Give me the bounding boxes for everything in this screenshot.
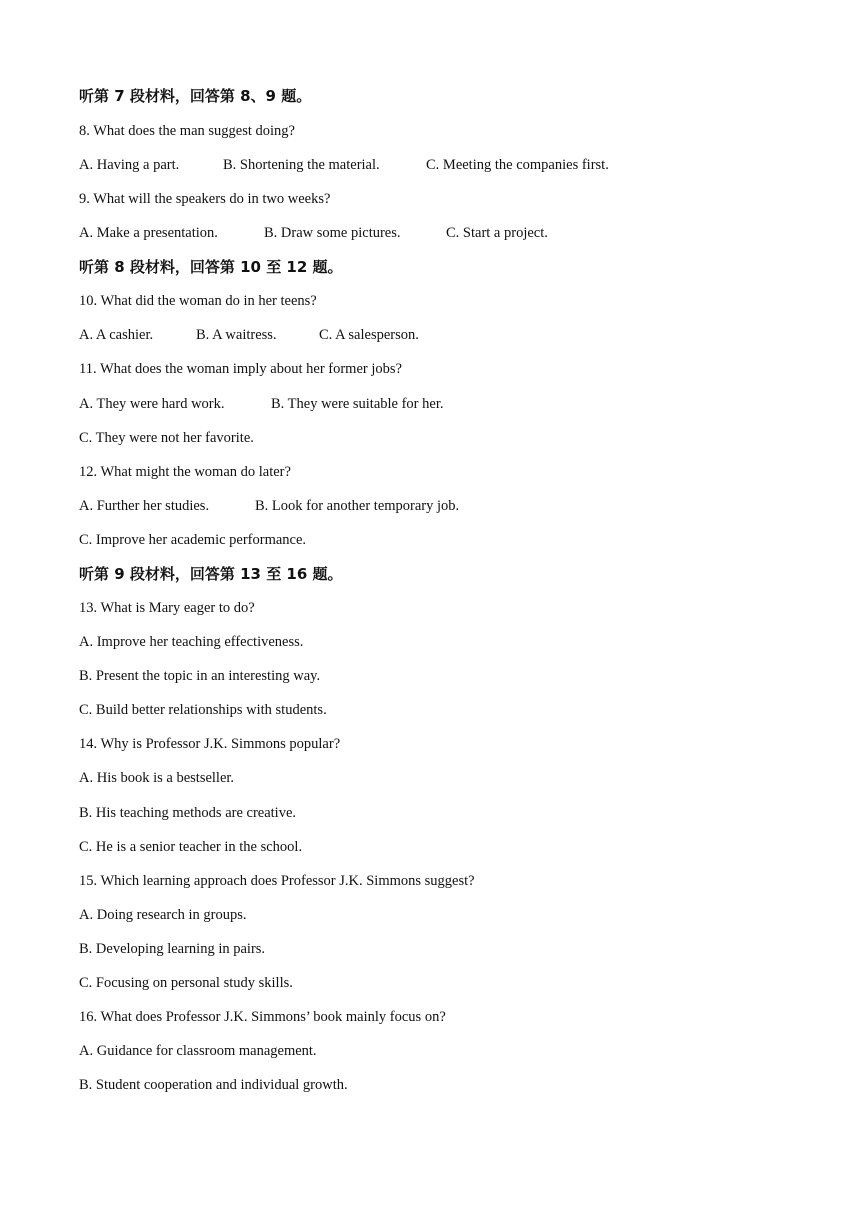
question-14-option-a: A. His book is a bestseller.	[79, 770, 235, 786]
question-10-option-c: C. A salesperson.	[319, 327, 419, 343]
question-14-stem: 14. Why is Professor J.K. Simmons popular?	[79, 736, 341, 752]
question-14-option-c: C. He is a senior teacher in the school.	[79, 839, 303, 855]
section-heading-8: 听第 8 段材料，回答第 10 至 12 题。	[79, 258, 343, 276]
question-10-stem: 10. What did the woman do in her teens?	[79, 293, 317, 309]
question-11-option-b: B. They were suitable for her.	[271, 396, 444, 412]
question-8-option-a: A. Having a part.	[79, 157, 180, 173]
question-12-option-a: A. Further her studies.	[79, 498, 210, 514]
question-15-option-c: C. Focusing on personal study skills.	[79, 975, 293, 991]
question-13-option-a: A. Improve her teaching effectiveness.	[79, 634, 304, 650]
section-heading-7: 听第 7 段材料，回答第 8、9 题。	[79, 87, 312, 105]
question-8-option-b: B. Shortening the material.	[223, 157, 380, 173]
question-9-option-b: B. Draw some pictures.	[264, 225, 401, 241]
question-9-stem: 9. What will the speakers do in two weeks?	[79, 191, 331, 207]
question-13-option-c: C. Build better relationships with students.	[79, 702, 327, 718]
question-16-option-b: B. Student cooperation and individual growth.	[79, 1077, 348, 1093]
question-11-stem: 11. What does the woman imply about her former jobs?	[79, 361, 402, 377]
question-8-option-c: C. Meeting the companies first.	[426, 157, 609, 173]
question-10-option-a: A. A cashier.	[79, 327, 154, 343]
question-9-option-c: C. Start a project.	[446, 225, 548, 241]
question-15-stem: 15. Which learning approach does Professor J.K. Simmons suggest?	[79, 873, 475, 889]
question-8-stem: 8. What does the man suggest doing?	[79, 123, 295, 139]
question-14-option-b: B. His teaching methods are creative.	[79, 805, 297, 821]
question-10-option-b: B. A waitress.	[196, 327, 277, 343]
question-12-stem: 12. What might the woman do later?	[79, 464, 291, 480]
question-12-option-c: C. Improve her academic performance.	[79, 532, 307, 548]
question-16-option-a: A. Guidance for classroom management.	[79, 1043, 317, 1059]
question-15-option-a: A. Doing research in groups.	[79, 907, 247, 923]
question-11-option-c: C. They were not her favorite.	[79, 430, 254, 446]
question-13-stem: 13. What is Mary eager to do?	[79, 600, 255, 616]
question-13-option-b: B. Present the topic in an interesting way.	[79, 668, 321, 684]
question-15-option-b: B. Developing learning in pairs.	[79, 941, 266, 957]
question-16-stem: 16. What does Professor J.K. Simmons’ book mainly focus on?	[79, 1009, 446, 1025]
question-11-option-a: A. They were hard work.	[79, 396, 225, 412]
question-9-option-a: A. Make a presentation.	[79, 225, 218, 241]
section-heading-9: 听第 9 段材料，回答第 13 至 16 题。	[79, 565, 343, 583]
question-12-option-b: B. Look for another temporary job.	[255, 498, 460, 514]
